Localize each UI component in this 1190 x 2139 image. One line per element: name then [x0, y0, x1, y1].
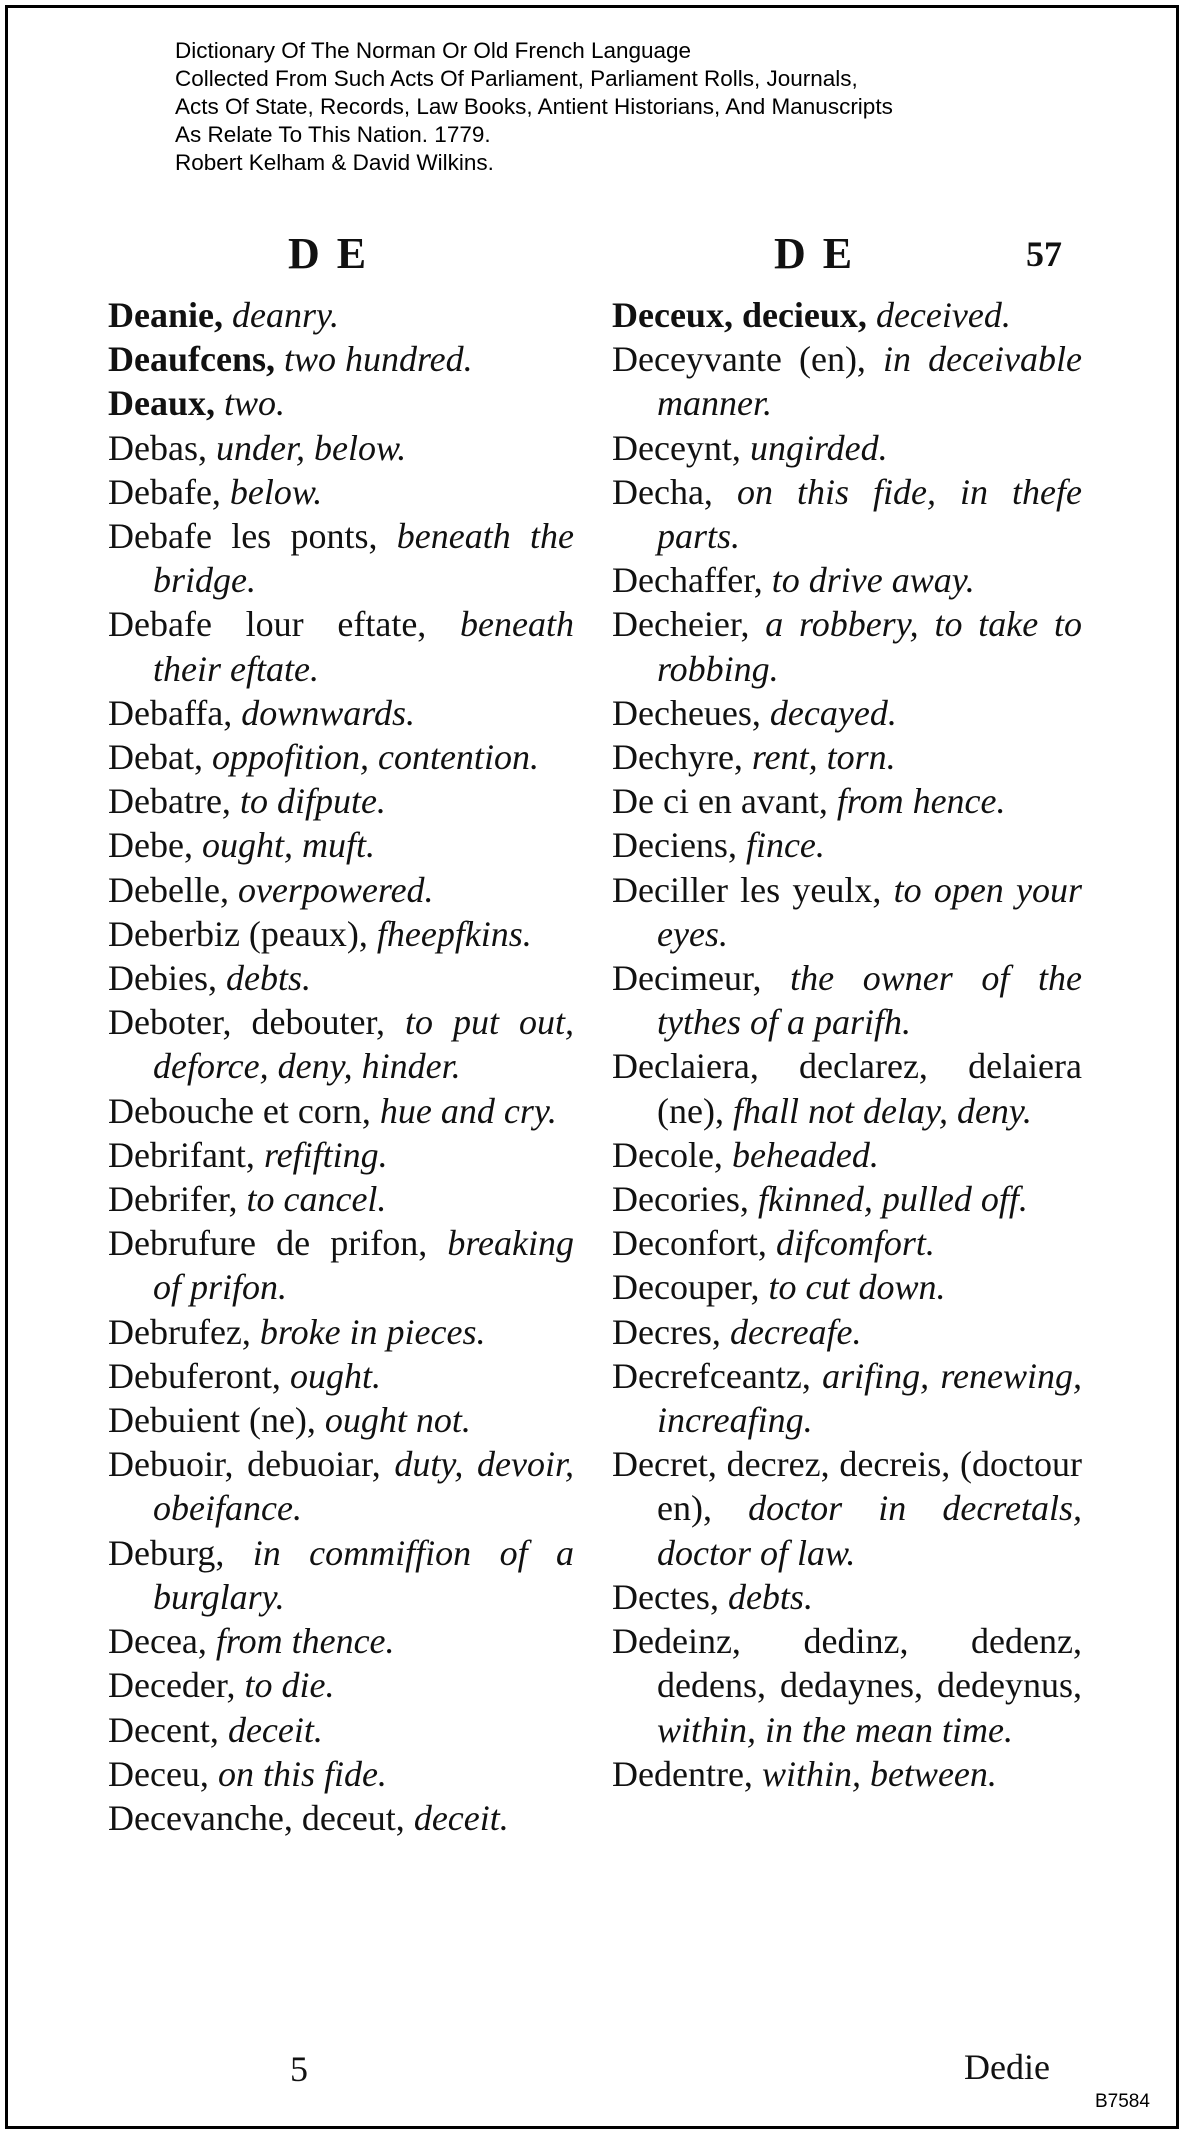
dictionary-entry: [612, 1310, 1082, 1354]
dictionary-entry: [612, 823, 1082, 867]
header-line: As Relate To This Nation. 1779.: [175, 122, 491, 147]
dictionary-entry: [108, 691, 574, 735]
entry-translation: ungirded.: [749, 427, 888, 468]
entry-translation: from thence.: [215, 1621, 395, 1662]
dictionary-entry: [108, 426, 574, 470]
entry-translation: overpowered.: [237, 869, 434, 910]
entry-headword: Decouper,: [612, 1267, 760, 1308]
dictionary-entry: [108, 1310, 574, 1354]
dictionary-entry: [108, 1177, 574, 1221]
entry-headword: Decimeur,: [612, 958, 762, 999]
entry-headword: Dectes,: [612, 1576, 719, 1617]
dictionary-entry: [612, 426, 1082, 470]
entry-headword: Deceux, decieux,: [612, 295, 867, 335]
entry-translation: within, in the mean time.: [657, 1709, 1013, 1750]
entry-headword: Decres,: [612, 1311, 721, 1352]
dictionary-entry: [108, 293, 574, 337]
dictionary-entry: [108, 1796, 574, 1840]
entry-headword: Decrefceantz,: [612, 1355, 811, 1396]
signature-mark: 5: [290, 2049, 308, 2089]
dictionary-entry: [612, 1442, 1082, 1575]
entry-translation: doctor in decretals, doctor of law.: [657, 1488, 1082, 1573]
entry-headword: Deconfort,: [612, 1223, 767, 1264]
dictionary-entry: [612, 293, 1082, 337]
entry-translation: ought not.: [324, 1400, 471, 1441]
entry-translation: the owner of the tythes of a parifh.: [657, 958, 1082, 1043]
dictionary-entry: [612, 779, 1082, 823]
entry-headword: Decret, decrez, decreis, (doctour en),: [612, 1444, 1082, 1529]
dictionary-entry: [108, 1089, 574, 1133]
entry-translation: debts.: [727, 1576, 813, 1617]
entry-headword: Debrufez,: [108, 1311, 251, 1352]
entry-headword: Debrufure de prifon,: [108, 1223, 428, 1264]
right-column: [612, 293, 1082, 1796]
entry-translation: difcomfort.: [775, 1223, 935, 1264]
dictionary-entry: [108, 1133, 574, 1177]
dictionary-entry: [108, 868, 574, 912]
entry-headword: Dedentre,: [612, 1753, 753, 1794]
dictionary-entry: [612, 1619, 1082, 1752]
entry-headword: Deaux,: [108, 383, 215, 424]
dictionary-entry: [108, 1663, 574, 1707]
entry-translation: deanry.: [231, 295, 339, 335]
running-head-left: D E: [288, 229, 370, 278]
entry-translation: ought.: [289, 1355, 381, 1396]
archive-stamp: B7584: [1095, 2091, 1150, 2112]
entry-headword: Debouche et corn,: [108, 1090, 371, 1131]
entry-translation: arifing, renewing, increafing.: [657, 1355, 1082, 1441]
entry-translation: to cut down.: [768, 1267, 946, 1308]
dictionary-entry: [612, 558, 1082, 602]
entry-translation: to put out, deforce, deny, hinder.: [153, 1002, 575, 1087]
dictionary-entry: [108, 470, 574, 514]
dictionary-entry: [612, 868, 1082, 956]
entry-translation: below.: [229, 471, 323, 512]
entry-translation: fince.: [745, 825, 825, 866]
entry-translation: deceit.: [227, 1709, 323, 1750]
entry-headword: Deboter, debouter,: [108, 1002, 386, 1043]
dictionary-entry: [108, 1354, 574, 1398]
dictionary-entry: [612, 956, 1082, 1044]
entry-headword: Deceynt,: [612, 427, 741, 468]
entry-translation: to cancel.: [246, 1179, 387, 1220]
entry-translation: oppofition, contention.: [211, 737, 539, 778]
entry-headword: Deceu,: [108, 1753, 209, 1794]
entry-translation: beneath the bridge.: [153, 516, 574, 601]
dictionary-entry: [612, 1575, 1082, 1619]
entry-translation: deceit.: [413, 1797, 509, 1838]
entry-translation: refifting.: [263, 1134, 388, 1175]
document-header: [175, 37, 1075, 177]
entry-translation: decreafe.: [729, 1311, 862, 1352]
entry-headword: Declaiera, declarez, delaiera (ne),: [612, 1046, 1082, 1131]
entry-headword: Debies,: [108, 958, 217, 999]
entry-translation: beneath their eftate.: [153, 604, 575, 689]
entry-headword: Dechaffer,: [612, 560, 763, 601]
entry-headword: Debat,: [108, 737, 203, 778]
dictionary-entry: [612, 470, 1082, 558]
entry-translation: fkinned, pulled off.: [757, 1179, 1028, 1220]
dictionary-entry: [108, 1752, 574, 1796]
dictionary-entry: [612, 602, 1082, 690]
entry-translation: broke in pieces.: [259, 1311, 486, 1352]
dictionary-entry: [108, 1221, 574, 1309]
entry-headword: Deceyvante (en),: [612, 339, 866, 380]
entry-headword: Decent,: [108, 1709, 219, 1750]
entry-translation: duty, devoir, obeifance.: [153, 1444, 575, 1529]
entry-headword: Decea,: [108, 1621, 207, 1662]
dictionary-entry: [612, 1354, 1082, 1442]
entry-headword: Decories,: [612, 1179, 749, 1220]
dictionary-entry: [108, 514, 574, 602]
dictionary-entry: [612, 735, 1082, 779]
entry-headword: Debafe,: [108, 471, 221, 512]
entry-headword: Debafe les ponts,: [108, 516, 378, 557]
entry-translation: downwards.: [241, 692, 415, 733]
entry-headword: Debatre,: [108, 781, 231, 822]
entry-translation: rent, torn.: [751, 737, 896, 778]
entry-translation: breaking of prifon.: [153, 1223, 574, 1308]
dictionary-entry: [612, 1044, 1082, 1132]
entry-translation: in commiffion of a burglary.: [153, 1532, 574, 1617]
header-line: Dictionary Of The Norman Or Old French Language: [175, 38, 692, 63]
dictionary-entry: [612, 1265, 1082, 1309]
dictionary-entry: [612, 1133, 1082, 1177]
dictionary-entry: [612, 1221, 1082, 1265]
entry-headword: Debe,: [108, 825, 193, 866]
entry-headword: Debrifer,: [108, 1179, 238, 1220]
catchword: Dedie: [964, 2047, 1050, 2087]
entry-headword: Debelle,: [108, 869, 229, 910]
dictionary-entry: [108, 381, 574, 425]
entry-headword: Deaufcens,: [108, 339, 275, 380]
entry-translation: hue and cry.: [379, 1090, 557, 1131]
dictionary-entry: [108, 823, 574, 867]
entry-headword: Deciller les yeulx,: [612, 869, 882, 910]
entry-translation: debts.: [225, 958, 311, 999]
entry-headword: Deburg,: [108, 1532, 225, 1573]
entry-translation: within, between.: [761, 1753, 997, 1794]
dictionary-entry: [108, 956, 574, 1000]
entry-translation: ought, muft.: [201, 825, 375, 866]
entry-headword: Debas,: [108, 427, 207, 468]
header-line: Robert Kelham & David Wilkins.: [175, 150, 494, 175]
entry-headword: Dedeinz, dedinz, dedenz, dedens, dedaynes, dedeynus,: [612, 1621, 1082, 1706]
entry-translation: to die.: [244, 1665, 335, 1706]
dictionary-entry: [612, 1752, 1082, 1796]
entry-translation: decayed.: [769, 692, 897, 733]
running-head-right: D E: [774, 229, 856, 278]
dictionary-entry: [108, 735, 574, 779]
entry-headword: Decole,: [612, 1134, 723, 1175]
dictionary-entry: [612, 691, 1082, 735]
dictionary-entry: [108, 779, 574, 823]
entry-translation: two.: [224, 383, 286, 424]
dictionary-entry: [108, 1708, 574, 1752]
entry-translation: under, below.: [215, 427, 407, 468]
entry-headword: Deceder,: [108, 1665, 236, 1706]
entry-headword: Decevanche, deceut,: [108, 1797, 405, 1838]
entry-headword: Debafe lour eftate,: [108, 604, 427, 645]
dictionary-entry: [108, 602, 574, 690]
entry-headword: Debuient (ne),: [108, 1400, 316, 1441]
entry-translation: on this fide.: [217, 1753, 387, 1794]
entry-translation: a robbery, to take to robbing.: [657, 604, 1082, 689]
entry-translation: beheaded.: [731, 1134, 879, 1175]
entry-translation: deceived.: [875, 295, 1011, 335]
dictionary-entry: [108, 1000, 574, 1088]
entry-translation: on this fide, in thefe parts.: [657, 471, 1083, 557]
header-line: Acts Of State, Records, Law Books, Antient Historians, And Manuscripts: [175, 94, 893, 119]
entry-headword: Decha,: [612, 471, 713, 512]
dictionary-entry: [612, 1177, 1082, 1221]
entry-translation: to difpute.: [239, 781, 386, 822]
entry-headword: Debuoir, debuoiar,: [108, 1444, 381, 1485]
dictionary-entry: [108, 912, 574, 956]
entry-headword: Deciens,: [612, 825, 737, 866]
entry-headword: Deberbiz (peaux),: [108, 913, 368, 954]
entry-translation: from hence.: [836, 781, 1006, 822]
entry-translation: in deceivable manner.: [657, 339, 1082, 424]
entry-headword: Debuferont,: [108, 1355, 281, 1396]
entry-headword: Debaffa,: [108, 692, 233, 733]
dictionary-entry: [108, 1442, 574, 1530]
entry-translation: fhall not delay, deny.: [732, 1090, 1032, 1131]
dictionary-entry: [612, 337, 1082, 425]
entry-headword: Decheier,: [612, 604, 750, 645]
entry-translation: two hundred.: [283, 339, 473, 380]
page-number: 57: [1026, 234, 1062, 274]
entry-headword: Deanie,: [108, 295, 223, 335]
left-column: [108, 293, 574, 1840]
entry-headword: De ci en avant,: [612, 781, 828, 822]
entry-headword: Debrifant,: [108, 1134, 255, 1175]
entry-headword: Decheues,: [612, 692, 761, 733]
dictionary-entry: [108, 1531, 574, 1619]
entry-translation: to open your eyes.: [657, 869, 1083, 954]
dictionary-entry: [108, 1619, 574, 1663]
entry-translation: fheepfkins.: [376, 913, 532, 954]
dictionary-entry: [108, 1398, 574, 1442]
entry-headword: Dechyre,: [612, 737, 743, 778]
dictionary-entry: [108, 337, 574, 381]
entry-translation: to drive away.: [771, 560, 975, 601]
header-line: Collected From Such Acts Of Parliament, Parliament Rolls, Journals,: [175, 66, 858, 91]
